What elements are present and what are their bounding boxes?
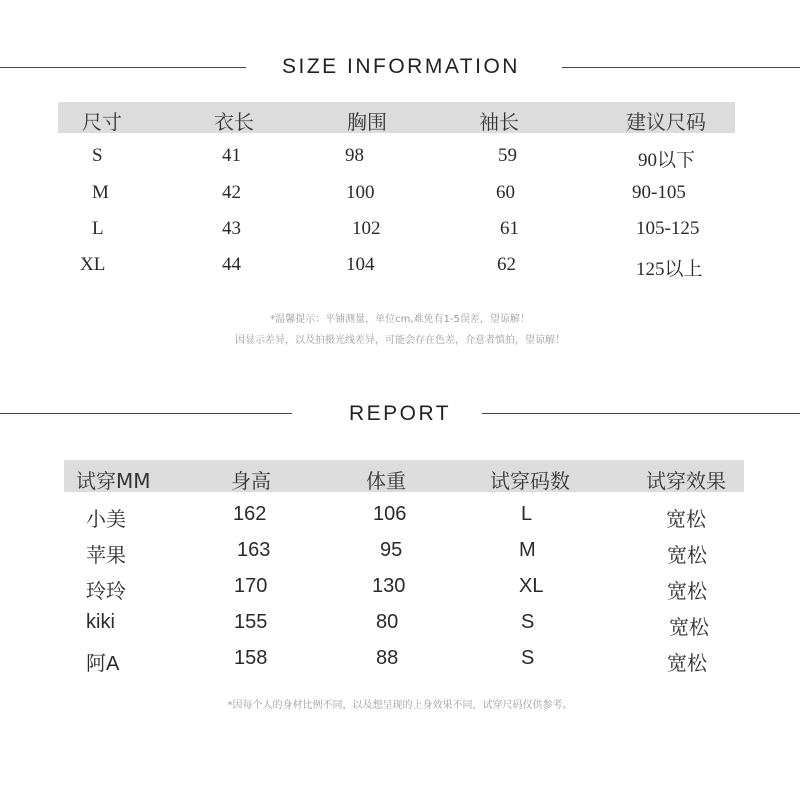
report-cell: 162 [233,503,267,525]
size-note-line-2: 因显示差异，以及拍摄光线差异，可能会存在色差，介意者慎拍，望谅解！ [235,335,565,346]
size-cell: 102 [352,218,381,239]
report-cell: L [521,503,533,525]
size-col-header: 尺寸 [82,110,122,134]
report-cell: 宽松 [669,617,709,639]
size-cell: 105-125 [636,218,700,239]
report-cell: 宽松 [667,581,707,603]
size-cell: M [92,182,109,203]
report-cell: 155 [234,611,268,633]
size-cell: 42 [222,182,241,203]
report-col-header: 试穿效果 [646,469,726,493]
report-cell: M [519,539,536,561]
size-title-left-rule [0,67,246,68]
size-title-right-rule [562,67,800,68]
size-col-header: 衣长 [214,110,254,134]
size-cell: 43 [222,218,241,239]
size-cell: 62 [497,254,516,275]
report-cell: 小美 [86,509,126,531]
report-cell: 阿A [86,653,120,675]
size-cell: 60 [496,182,515,203]
report-cell: 88 [376,647,399,669]
report-cell: XL [519,575,544,597]
report-cell: 130 [372,575,406,597]
report-cell: 95 [380,539,403,561]
size-cell: 90-105 [632,182,686,203]
size-cell: 90以下 [638,150,696,171]
report-cell: kiki [86,611,115,633]
report-cell: 玲玲 [86,581,126,603]
report-cell: 宽松 [667,545,707,567]
size-col-header: 袖长 [479,110,519,134]
size-cell: 41 [222,145,241,166]
size-note-line-1: *温馨提示：平铺测量，单位cm,难免有1-5误差，望谅解！ [270,314,530,325]
report-col-header: 身高 [231,469,271,493]
report-col-header: 试穿MM [76,469,151,493]
report-cell: S [521,611,535,633]
size-cell: 125以上 [636,259,703,280]
size-cell: 98 [345,145,364,166]
report-cell: 宽松 [667,653,707,675]
report-cell: 170 [234,575,268,597]
size-cell: S [92,145,103,166]
report-cell: 苹果 [86,545,126,567]
size-cell: 61 [500,218,519,239]
report-cell: 158 [234,647,268,669]
report-title-right-rule [482,413,800,414]
report-cell: 163 [237,539,271,561]
size-col-header: 胸围 [347,110,387,134]
size-cell: L [92,218,104,239]
size-section-title: SIZE INFORMATION [282,55,520,78]
report-col-header: 体重 [366,469,406,493]
report-cell: 80 [376,611,399,633]
size-cell: XL [80,254,106,275]
report-cell: 宽松 [666,509,706,531]
size-cell: 59 [498,145,517,166]
report-cell: S [521,647,535,669]
size-col-header: 建议尺码 [626,110,706,134]
report-section-title: REPORT [349,402,452,425]
size-cell: 44 [222,254,241,275]
report-title-left-rule [0,413,292,414]
size-cell: 104 [346,254,375,275]
report-col-header: 试穿码数 [490,469,570,493]
size-cell: 100 [346,182,375,203]
report-cell: 106 [373,503,407,525]
report-note: *因每个人的身材比例不同，以及想呈现的上身效果不同，试穿尺码仅供参考。 [227,700,573,711]
